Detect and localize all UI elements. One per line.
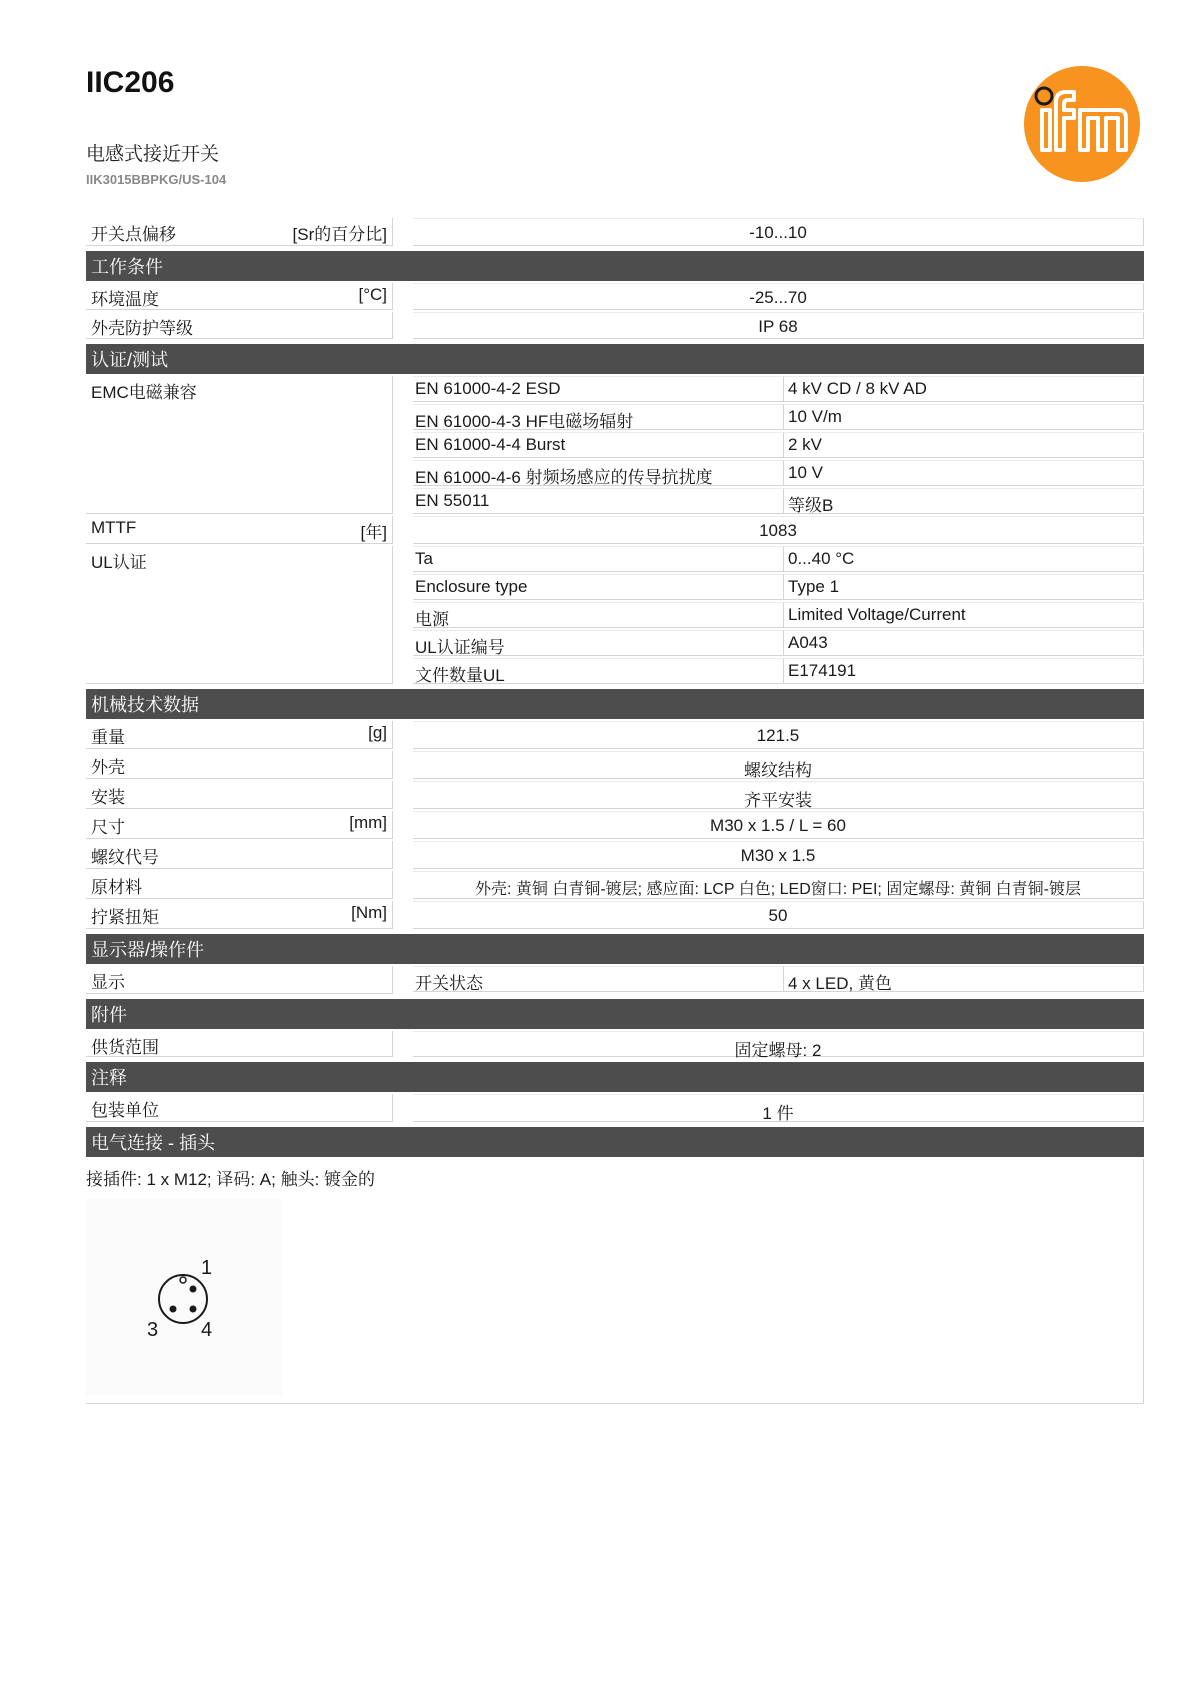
row-value: M30 x 1.5 bbox=[413, 841, 1144, 869]
row-value: 50 bbox=[413, 901, 1144, 929]
cell-key: 开关状态 bbox=[413, 966, 784, 992]
pin-label-4: 4 bbox=[201, 1319, 213, 1341]
connector-pin-diagram bbox=[86, 1199, 282, 1395]
cell-key: 文件数量UL bbox=[413, 658, 784, 684]
label-text: 包装单位 bbox=[91, 1101, 159, 1120]
pin-label-3: 3 bbox=[147, 1319, 159, 1341]
cell-key: EN 61000-4-2 ESD bbox=[413, 376, 784, 402]
pin-label-1: 1 bbox=[201, 1257, 213, 1279]
row-switch-point-drift bbox=[86, 218, 1144, 246]
section-header-display: 显示器/操作件 bbox=[86, 934, 1144, 964]
ifm-logo bbox=[1022, 64, 1142, 184]
connection-box bbox=[86, 1159, 1144, 1404]
unit-text: [g] bbox=[368, 723, 387, 742]
label-text: 环境温度 bbox=[91, 290, 159, 309]
row-value: IP 68 bbox=[413, 312, 1144, 339]
row-value: 固定螺母: 2 bbox=[413, 1031, 1144, 1057]
cell-value: 10 V bbox=[784, 460, 1144, 486]
table-row bbox=[413, 966, 1144, 992]
row-mounting bbox=[86, 781, 1144, 809]
label-text: 尺寸 bbox=[91, 818, 125, 837]
row-value: 1083 bbox=[413, 516, 1144, 544]
connector-diagram bbox=[86, 1199, 282, 1395]
row-value: 外壳: 黄铜 白青铜-镀层; 感应面: LCP 白色; LED窗口: PEI; 固定螺母: 黄铜 白青铜-镀层 bbox=[413, 871, 1144, 899]
cell-key: 电源 bbox=[413, 602, 784, 628]
label-text: 开关点偏移 bbox=[91, 225, 176, 244]
row-value: -10...10 bbox=[413, 218, 1144, 246]
row-weight bbox=[86, 721, 1144, 749]
row-dimensions bbox=[86, 811, 1144, 839]
cell-value: E174191 bbox=[784, 658, 1144, 684]
cell-value: A043 bbox=[784, 630, 1144, 656]
table-row bbox=[413, 376, 1144, 402]
row-thread bbox=[86, 841, 1144, 869]
label-text: 拧紧扭矩 bbox=[91, 908, 159, 927]
display-table bbox=[413, 966, 1144, 994]
row-value: M30 x 1.5 / L = 60 bbox=[413, 811, 1144, 839]
label-text: 重量 bbox=[91, 728, 125, 747]
label-text: 螺纹代号 bbox=[91, 848, 159, 867]
unit-text: [Nm] bbox=[351, 903, 387, 922]
row-housing bbox=[86, 751, 1144, 779]
row-label bbox=[86, 871, 393, 899]
row-value: 螺纹结构 bbox=[413, 751, 1144, 779]
unit-text: [°C] bbox=[358, 285, 387, 304]
unit-text: [年] bbox=[360, 523, 387, 542]
table-row bbox=[413, 488, 1144, 514]
label-text: MTTF bbox=[91, 518, 137, 537]
section-header-notes: 注释 bbox=[86, 1062, 1144, 1092]
section-header-accessories: 附件 bbox=[86, 999, 1144, 1029]
table-row bbox=[413, 546, 1144, 572]
label-text: 供货范围 bbox=[91, 1038, 159, 1057]
row-emc bbox=[86, 376, 1144, 514]
table-row bbox=[413, 404, 1144, 430]
label-text: 显示 bbox=[91, 973, 125, 992]
cell-value: 10 V/m bbox=[784, 404, 1144, 430]
row-packaging bbox=[86, 1094, 1144, 1122]
row-label bbox=[86, 841, 393, 869]
table-row bbox=[413, 460, 1144, 486]
row-label bbox=[86, 312, 393, 339]
table-row bbox=[413, 574, 1144, 600]
cell-key: EN 55011 bbox=[413, 488, 784, 514]
row-label bbox=[86, 966, 393, 994]
row-ambient-temp bbox=[86, 283, 1144, 310]
label-text: UL认证 bbox=[91, 553, 147, 572]
section-header-electrical: 电气连接 - 插头 bbox=[86, 1127, 1144, 1157]
page-subtitle: 电感式接近开关 bbox=[86, 144, 220, 165]
table-row bbox=[413, 602, 1144, 628]
row-label bbox=[86, 1094, 393, 1122]
row-label bbox=[86, 516, 393, 544]
section-header-mech: 机械技术数据 bbox=[86, 689, 1144, 719]
cell-key: EN 61000-4-3 HF电磁场辐射 bbox=[413, 404, 784, 430]
row-mttf bbox=[86, 516, 1144, 544]
cell-value: 0...40 °C bbox=[784, 546, 1144, 572]
row-label bbox=[86, 751, 393, 779]
table-row bbox=[413, 630, 1144, 656]
row-value: -25...70 bbox=[413, 283, 1144, 310]
row-label bbox=[86, 546, 393, 684]
page-title: IIC206 bbox=[86, 66, 175, 99]
cell-value: 4 kV CD / 8 kV AD bbox=[784, 376, 1144, 402]
section-header-work: 工作条件 bbox=[86, 251, 1144, 281]
row-materials bbox=[86, 871, 1144, 899]
row-display bbox=[86, 966, 1144, 994]
row-label bbox=[86, 781, 393, 809]
cell-key: EN 61000-4-4 Burst bbox=[413, 432, 784, 458]
cell-key: UL认证编号 bbox=[413, 630, 784, 656]
row-label bbox=[86, 811, 393, 839]
emc-table bbox=[413, 376, 1144, 514]
row-value: 121.5 bbox=[413, 721, 1144, 749]
row-scope bbox=[86, 1031, 1144, 1060]
connection-text: 接插件: 1 x M12; 译码: A; 触头: 镀金的 bbox=[86, 1170, 376, 1189]
label-text: 原材料 bbox=[91, 878, 142, 897]
unit-text: [Sr的百分比] bbox=[292, 225, 387, 244]
unit-text: [mm] bbox=[349, 813, 387, 832]
row-value: 齐平安装 bbox=[413, 781, 1144, 809]
row-ul bbox=[86, 546, 1144, 684]
cell-value: 等级B bbox=[784, 488, 1144, 514]
row-label bbox=[86, 218, 393, 246]
cell-value: 4 x LED, 黄色 bbox=[784, 966, 1144, 992]
table-row bbox=[413, 432, 1144, 458]
cell-key: EN 61000-4-6 射频场感应的传导抗扰度 bbox=[413, 460, 784, 486]
cell-value: Type 1 bbox=[784, 574, 1144, 600]
ul-table bbox=[413, 546, 1144, 684]
label-text: EMC电磁兼容 bbox=[91, 383, 197, 402]
label-text: 外壳 bbox=[91, 758, 125, 777]
row-label bbox=[86, 901, 393, 929]
label-text: 外壳防护等级 bbox=[91, 319, 193, 338]
row-value: 1 件 bbox=[413, 1094, 1144, 1122]
cell-value: Limited Voltage/Current bbox=[784, 602, 1144, 628]
label-text: 安装 bbox=[91, 788, 125, 807]
row-protection bbox=[86, 312, 1144, 339]
cell-key: Ta bbox=[413, 546, 784, 572]
table-row bbox=[413, 658, 1144, 684]
cell-key: Enclosure type bbox=[413, 574, 784, 600]
section-header-cert: 认证/测试 bbox=[86, 344, 1144, 374]
row-label bbox=[86, 376, 393, 514]
row-label bbox=[86, 1031, 393, 1057]
row-torque bbox=[86, 901, 1144, 929]
cell-value: 2 kV bbox=[784, 432, 1144, 458]
datasheet bbox=[86, 218, 1144, 1404]
row-label bbox=[86, 721, 393, 749]
row-label bbox=[86, 283, 393, 310]
article-code: IIK3015BBPKG/US-104 bbox=[86, 172, 227, 187]
